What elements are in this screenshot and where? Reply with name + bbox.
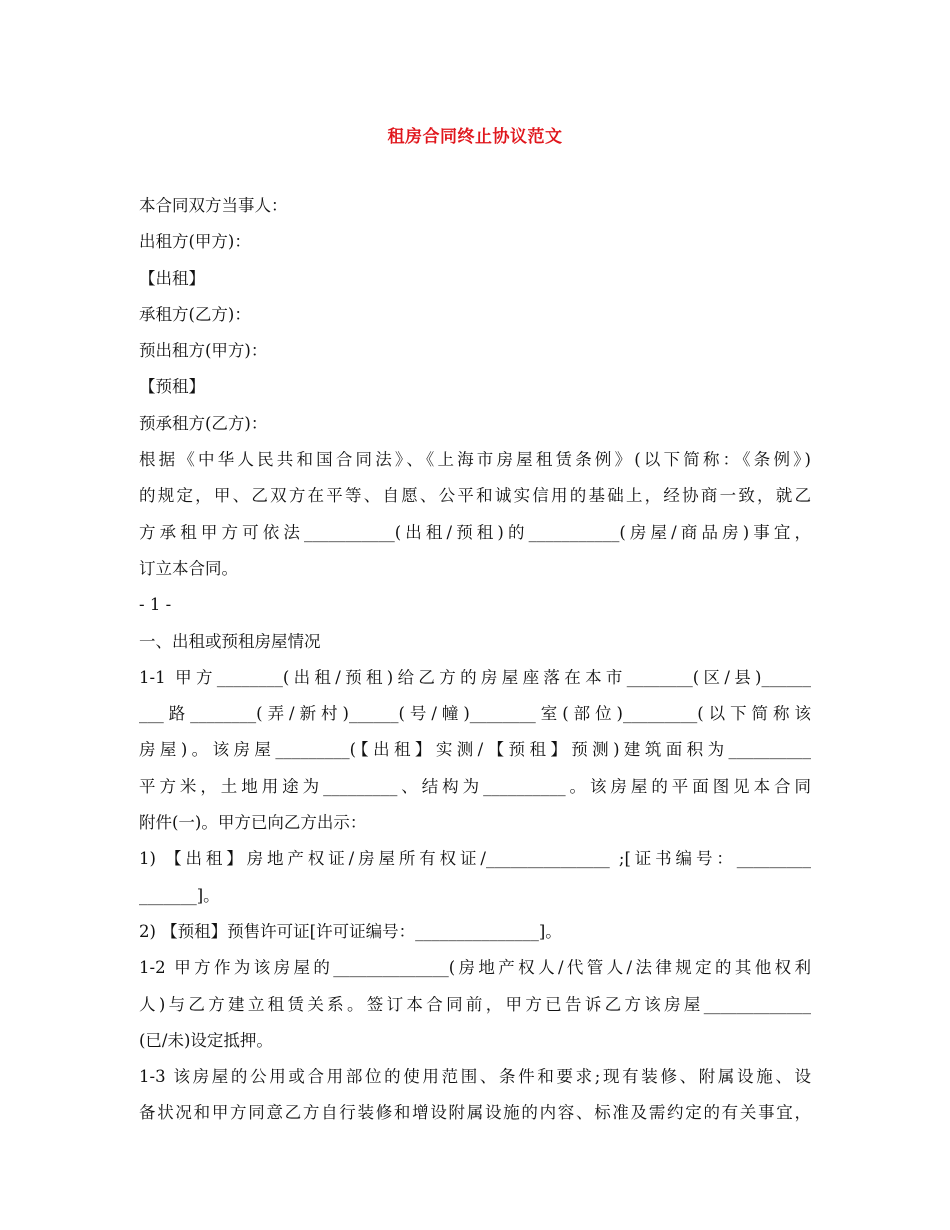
text-line: ___路________(弄/新村)______(号/幢)________室(部位)_________(以下简称该: [139, 704, 811, 724]
text-line: 预出租方(甲方)：: [139, 341, 268, 361]
text-line: 承租方(乙方)：: [139, 304, 251, 324]
text-line: - 1 -: [139, 595, 172, 615]
text-line: 一、出租或预租房屋情况: [139, 631, 321, 651]
text-line: 根据《中华人民共和国合同法》、《上海市房屋租赁条例》(以下简称：《条例》): [139, 450, 811, 470]
text-line: (已/未)设定抵押。: [139, 1030, 273, 1050]
text-line: 订立本合同。: [139, 558, 238, 578]
text-line: 预承租方(乙方)：: [139, 413, 268, 433]
text-line: 2) 【预租】预售许可证[许可证编号：_______________]。: [139, 921, 562, 941]
text-line: 人)与乙方建立租赁关系。签订本合同前，甲方已告诉乙方该房屋_____________: [139, 994, 811, 1014]
text-line: 【预租】: [139, 377, 205, 397]
text-line: _______]。: [139, 885, 220, 905]
text-line: 1) 【出租】房地产权证/房屋所有权证/_______________ ;[证书编号：_________: [139, 849, 811, 869]
text-line: 1-1 甲方________(出租/预租)给乙方的房屋座落在本市________(区/县)______: [139, 667, 811, 687]
text-line: 【出租】: [139, 268, 205, 288]
text-line: 附件(一)。甲方已向乙方出示：: [139, 813, 367, 833]
text-line: 平方米，土地用途为_________、结构为__________。该房屋的平面图见本合同: [139, 776, 811, 796]
text-line: 出租方(甲方)：: [139, 232, 251, 252]
text-line: 方承租甲方可依法___________(出租/预租)的___________(房屋/商品房)事宜，: [139, 522, 811, 542]
text-line: 1-2 甲方作为该房屋的______________(房地产权人/代管人/法律规定的其他权利: [139, 958, 811, 978]
text-line: 备状况和甲方同意乙方自行装修和增设附属设施的内容、标准及需约定的有关事宜，: [139, 1103, 811, 1123]
text-line: 本合同双方当事人：: [139, 196, 288, 215]
text-line: 1-3 该房屋的公用或合用部位的使用范围、条件和要求;现有装修、附属设施、设: [139, 1067, 811, 1087]
text-line: 房屋)。该房屋_________(【出租】实测/【预租】预测)建筑面积为__________: [139, 740, 811, 760]
text-line: 的规定，甲、乙双方在平等、自愿、公平和诚实信用的基础上，经协商一致，就乙: [139, 486, 811, 506]
document-body: [139, 188, 811, 1132]
document-title: 租房合同终止协议范文: [387, 127, 563, 147]
